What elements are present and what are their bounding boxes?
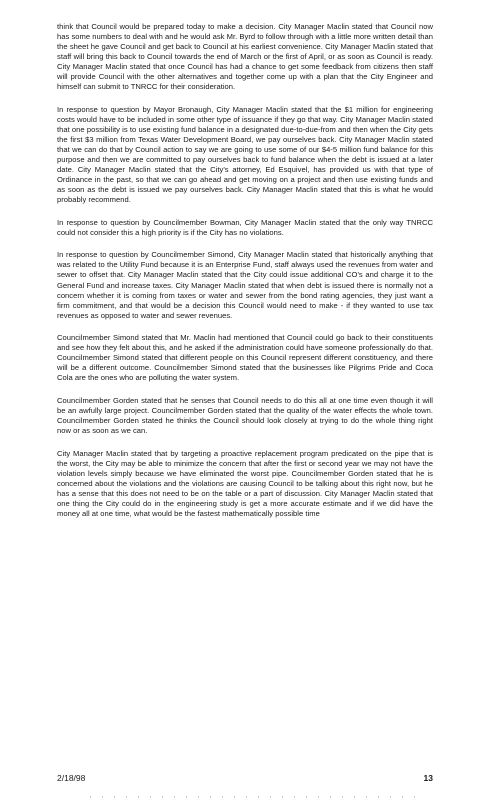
scan-artifact	[90, 796, 420, 798]
paragraph-1: think that Council would be prepared today to make a decision. City Manager Maclin stated that Council now has some numbers to deal with and he would ask Mr. Byrd to follow through with a little more written detail than the sheet he gave Council and get back to Council at his earliest convenience. City Manager Maclin stated that staff will bring this back to Council towards the end of March or the first of April, or as soon as Council is ready. City Manager Maclin stated that once Council has had a chance to get some feedback from citizens then staff will provide Council with the other alternatives and together come up with a plan that the City Engineer and himself can submit to TNRCC for their consideration.	[57, 22, 433, 92]
footer-date: 2/18/98	[57, 773, 86, 783]
paragraph-2: In response to question by Mayor Bronaugh, City Manager Maclin stated that the $1 million for engineering costs would have to be included in some other type of issuance if they go that way. City Manager Maclin stated that one possibility is to use existing fund balance in a designated due-to-due-from and then when the City gets the first $3 million from Texas Water Development Board, we pay ourselves back. City Manager Maclin stated that we can do that by Council action to say we are going to use some of our $4-5 million fund balance for this purpose and then we are committed to pay ourselves back to fund balance when the debt is issued at a later date. City Manager Maclin stated that the City's attorney, Ed Esquivel, has provided us with that type of Ordinance in the past, so that we can go ahead and get moving on a project and then use existing funds and as soon as the debt is issued we pay ourselves back. City Manager Maclin stated that this is what he would probably recommend.	[57, 104, 433, 205]
paragraph-6: Councilmember Gorden stated that he senses that Council needs to do this all at one time even though it will be an awfully large project. Councilmember Gorden stated that the quality of the water effects the whole town. Councilmember Gorden stated he thinks the Council should look closely at trying to do the whole thing right now or as soon as we can.	[57, 395, 433, 436]
paragraph-5: Councilmember Simond stated that Mr. Maclin had mentioned that Council could go back to their constituents and see how they felt about this, and he asked if the administration could have someone professionally do that. Councilmember Simond stated that different people on this Council represent different constituency, and there will be a different outcome. Councilmember Simond stated that the businesses like Pilgrims Pride and Coca Cola are the ones who are polluting the water system.	[57, 333, 433, 383]
paragraph-3: In response to question by Councilmember Bowman, City Manager Maclin stated that the only way TNRCC could not consider this a high priority is if the City has no violations.	[57, 217, 433, 237]
page-number: 13	[423, 773, 433, 783]
paragraph-7: City Manager Maclin stated that by targeting a proactive replacement program predicated on the pipe that is the worst, the City may be able to minimize the concern that after the first or second year we may not have the violation levels simply because we have eliminated the worst pipe. Councilmember Gorden stated that he is concerned about the violations and the violations are causing Council to be talking about this right now, but he has a sense that this does not need to be on the table or a part of discussion. City Manager Maclin stated that one thing the City could do in the engineering study is get a more accurate estimate and if we did have the money all at one time, what would be the fastest mathematically possible time	[57, 448, 433, 518]
paragraph-4: In response to question by Councilmember Simond, City Manager Maclin stated that historically anything that was related to the Utility Fund because it is an Enterprise Fund, staff always used the revenues from water and sewer to offset that. City Manager Maclin stated that the City could issue additional CO's and charge it to the General Fund and increase taxes. City Manager Maclin stated that when debt is issued there is normally not a concern whether it is coming from taxes or water and sewer from the bond rating agencies, they just want a firm commitment, and that would be a decision this Council would need to make - if they wanted to use tax revenues as opposed to water and sewer revenues.	[57, 250, 433, 320]
document-body	[57, 22, 433, 531]
page-footer	[57, 773, 433, 785]
